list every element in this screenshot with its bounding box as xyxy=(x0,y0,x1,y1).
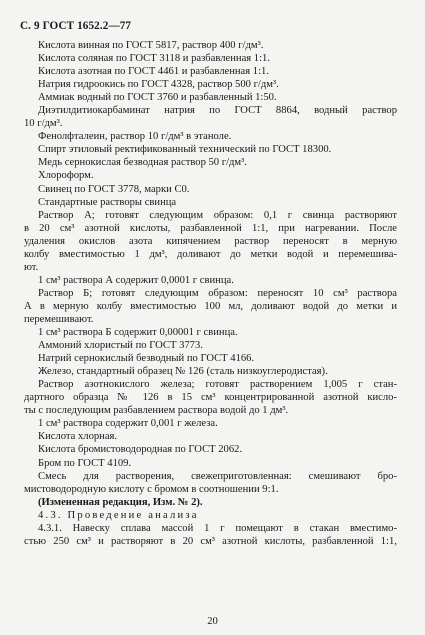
text-line: стью 250 см³ и растворяют в 20 см³ азотной кислоты, разбавленной 1:1, xyxy=(24,535,397,547)
text-line: 1 см³ раствора А содержит 0,0001 г свинца. xyxy=(38,274,234,286)
text-line: Натрий сернокислый безводный по ГОСТ 4166. xyxy=(38,353,255,365)
text-line: Хлороформ. xyxy=(38,170,94,182)
text-line: Аммиак водный по ГОСТ 3760 и разбавленный 1:50. xyxy=(38,92,277,104)
text-line: Бром по ГОСТ 4109. xyxy=(38,457,132,469)
text-line: Железо, стандартный образец № 126 (сталь низкоуглеродистая). xyxy=(38,366,328,378)
text-line: в 20 см³ азотной кислоты, разбавленной 1:1, при нагревании. После xyxy=(24,222,397,234)
text-line: (Измененная редакция, Изм. № 2). xyxy=(38,496,203,508)
text-line: 4.3.1. Навеску сплава массой 1 г помещают в стакан вместимо- xyxy=(38,522,397,534)
text-line: Раствор азотнокислого железа; готовят растворением 1,005 г стан- xyxy=(38,379,397,391)
text-line: колбу вместимостью 1 дм³, доливают до метки водой и перемешива- xyxy=(24,248,397,260)
text-line: дартного образца № 126 в 15 см³ концентрированной азотной кисло- xyxy=(24,392,397,404)
text-line: Кислота хлорная. xyxy=(38,431,118,443)
text-line: Медь сернокислая безводная раствор 50 г/дм³. xyxy=(38,157,247,169)
text-line: мистоводородную кислоту с бромом в соотношении 9:1. xyxy=(24,483,279,495)
text-line: Аммоний хлористый по ГОСТ 3773. xyxy=(38,340,203,352)
text-line: Свинец по ГОСТ 3778, марки С0. xyxy=(38,183,190,195)
page-number: 20 xyxy=(207,616,218,627)
text-line: Раствор А; готовят следующим образом: 0,1 г свинца растворяют xyxy=(38,209,397,221)
page-header: С. 9 ГОСТ 1652.2—77 xyxy=(20,20,132,32)
text-line: 1 см³ раствора содержит 0,001 г железа. xyxy=(38,418,218,430)
text-line: ют. xyxy=(24,261,39,273)
text-line: ты с последующим разбавлением раствора водой до 1 дм³. xyxy=(24,405,289,417)
text-line: Натрия гидроокись по ГОСТ 4328, раствор 500 г/дм³. xyxy=(38,79,279,91)
text-line: 4.3. Проведение анализа xyxy=(38,509,199,521)
text-line: 1 см³ раствора Б содержит 0,00001 г свинца. xyxy=(38,327,238,339)
body-text xyxy=(24,39,397,548)
text-line: 10 г/дм³. xyxy=(24,118,63,130)
text-line: Раствор Б; готовят следующим образом: переносят 10 см³ раствора xyxy=(38,287,397,299)
text-line: Стандартные растворы свинца xyxy=(38,196,177,208)
text-line: удаления окислов азота кипячением раствор переносят в мерную xyxy=(24,235,397,247)
text-line: Смесь для растворения, свежеприготовленная: смешивают бро- xyxy=(38,470,397,482)
text-line: Фенолфталеин, раствор 10 г/дм³ в этаноле. xyxy=(38,131,232,143)
text-line: Диэтилдитиокарбаминат натрия по ГОСТ 8864, водный раствор xyxy=(38,105,397,117)
text-line: перемешивают. xyxy=(24,313,94,325)
text-line: Спирт этиловый ректификованный технический по ГОСТ 18300. xyxy=(38,144,332,156)
text-line: Кислота винная по ГОСТ 5817, раствор 400 г/дм³. xyxy=(38,40,264,51)
text-line: Кислота бромистоводородная по ГОСТ 2062. xyxy=(38,444,243,456)
text-line: Кислота азотная по ГОСТ 4461 и разбавленная 1:1. xyxy=(38,66,269,78)
text-line: Кислота соляная по ГОСТ 3118 и разбавленная 1:1. xyxy=(38,53,270,65)
text-line: А в мерную колбу вместимостью 100 мл, доливают водой до метки и xyxy=(24,300,397,312)
